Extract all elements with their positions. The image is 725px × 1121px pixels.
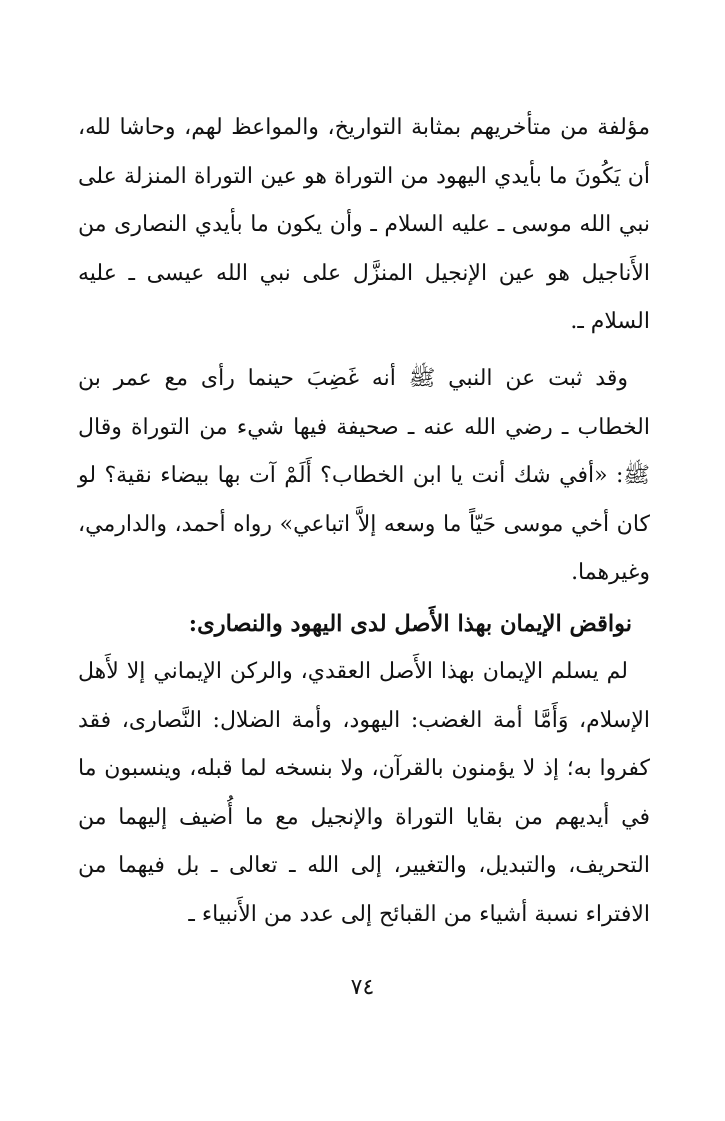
paragraph-hadith: وقد ثبت عن النبي ﷺ أنه غَضِبَ حينما رأى مع عمر بن الخطاب ـ رضي الله عنه ـ صحيفة فيها شيء من التوراة وقال ﷺ: «أفي شك أنت يا ابن الخطاب؟ أَلَمْ آت بها بيضاء نقية؟ لو كان أخي موسى حَيّاً ما وسعه إلاَّ اتباعي» رواه أحمد، والدارمي، وغيرهما. <box>78 365 650 586</box>
paragraph-torah-gospel: مؤلفة من متأخريهم بمثابة التواريخ، والمواعظ لهم، وحاشا لله، أن يَكُونَ ما بأيدي اليهود من التوراة هو عين التوراة المنزلة على نبي الله موسى ـ عليه السلام ـ وأن يكون ما بأيدي النصارى من الأَناجيل هو عين الإنجيل المنزَّل على نبي الله عيسى ـ عليه السلام ـ. <box>78 115 650 335</box>
page-number: ٧٤ <box>350 975 375 1000</box>
page-body <box>78 104 650 940</box>
section-heading: نواقض الإيمان بهذا الأَصل لدى اليهود والنصارى: <box>188 610 632 637</box>
paragraph-nullifiers: لم يسلم الإيمان بهذا الأَصل العقدي، والركن الإيماني إلا لأَهل الإسلام، وَأَمَّا أمة الغضب: اليهود، وأمة الضلال: النَّصارى، فقد كفروا به؛ إذ لا يؤمنون بالقرآن، ولا بنسخه لما قبله، وينسبون ما في أيديهم من بقايا التوراة والإنجيل مع ما أُضيف إليهما من التحريف، والتبديل، والتغيير، إلى الله ـ تعالى ـ بل فيهما من الافتراء نسبة أشياء من القبائح إلى عدد من الأَنبياء ـ <box>78 658 650 927</box>
